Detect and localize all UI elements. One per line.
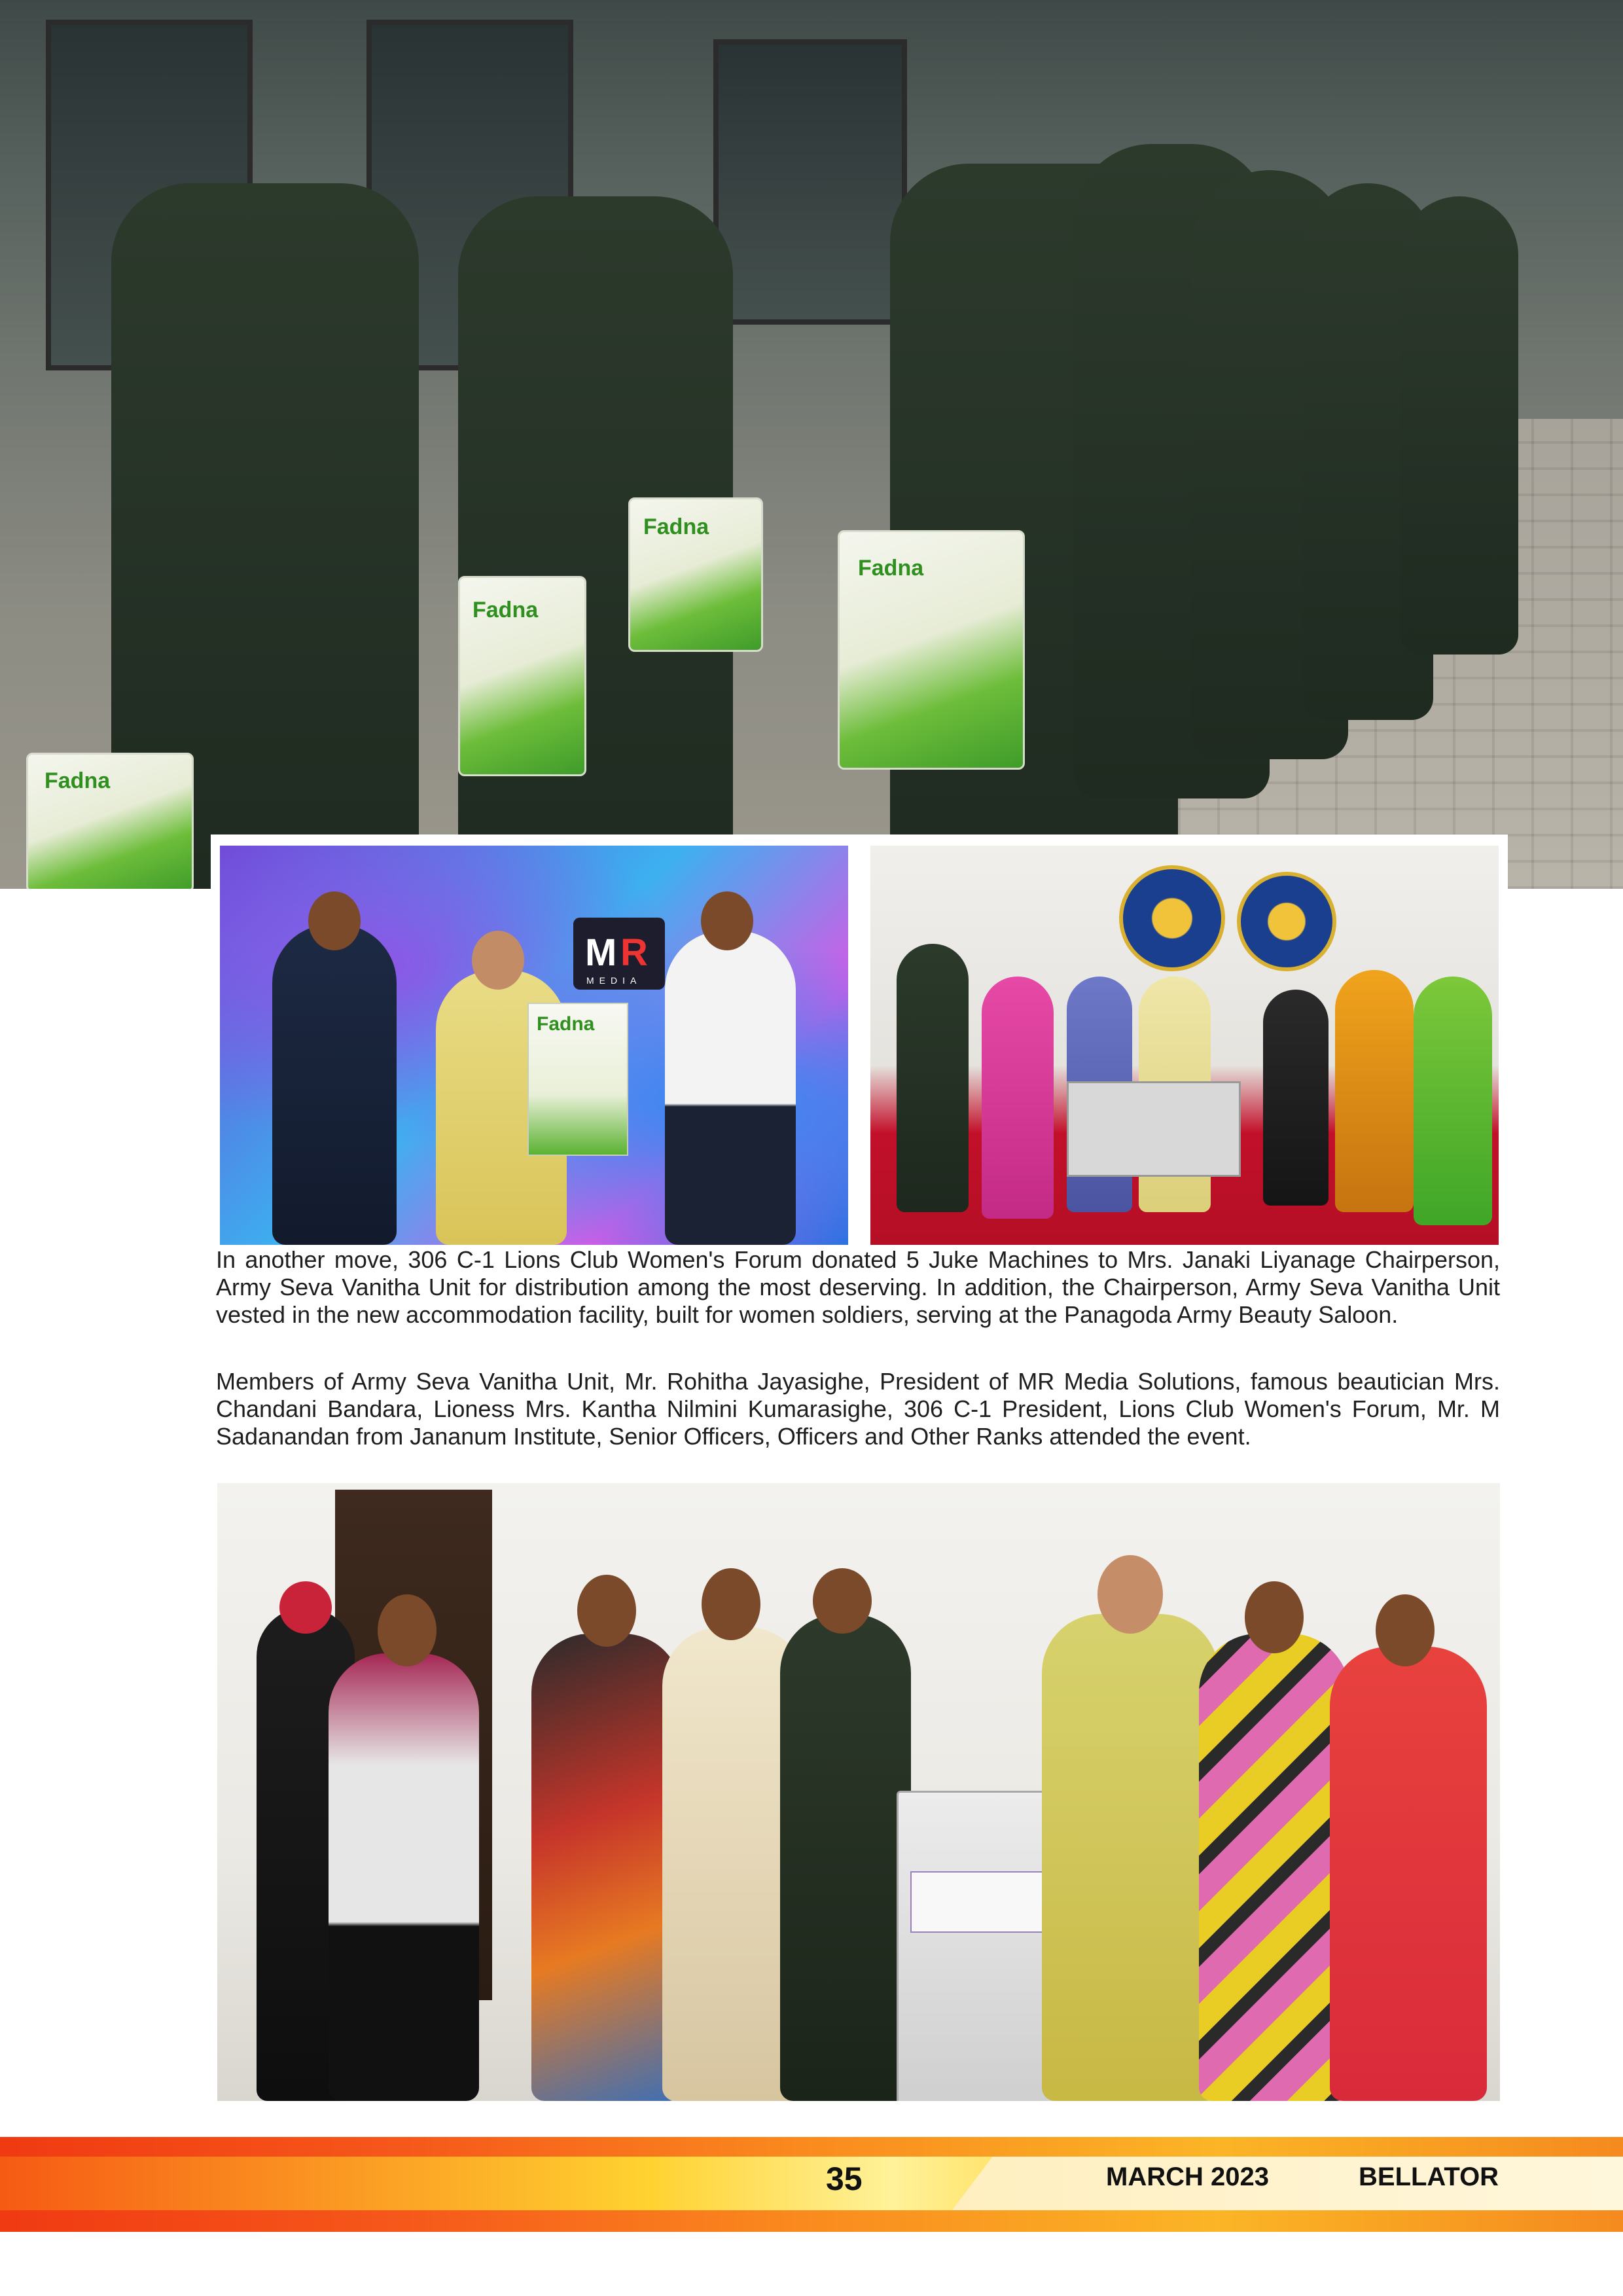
gift-bag-label: Fadna bbox=[858, 556, 924, 581]
soldier-figure bbox=[1400, 196, 1518, 655]
gift-bag-label: Fadna bbox=[643, 514, 709, 539]
person-head bbox=[1376, 1594, 1435, 1666]
gift-bag bbox=[628, 497, 763, 652]
man-figure bbox=[665, 931, 796, 1245]
woman-figure bbox=[1263, 990, 1329, 1206]
woman-figure bbox=[1042, 1614, 1219, 2101]
building-window bbox=[713, 39, 907, 325]
washing-machine-panel bbox=[910, 1871, 1057, 1933]
page-number: 35 bbox=[826, 2161, 863, 2197]
woman-figure bbox=[1330, 1647, 1487, 2101]
sewing-machine bbox=[1067, 1081, 1241, 1177]
photo-group-washing-machine bbox=[217, 1483, 1500, 2101]
gift-bag bbox=[26, 753, 194, 889]
person-head bbox=[1245, 1581, 1304, 1653]
footer-slant bbox=[952, 2157, 1623, 2210]
gift-bag bbox=[838, 530, 1025, 770]
person-head bbox=[1097, 1555, 1163, 1634]
person-head bbox=[577, 1575, 636, 1647]
person-head bbox=[701, 891, 753, 950]
gift-bag-label: Fadna bbox=[45, 768, 111, 793]
lions-club-emblem bbox=[1119, 865, 1225, 971]
person-head bbox=[308, 891, 361, 950]
person-head bbox=[472, 931, 524, 990]
woman-figure bbox=[1199, 1634, 1349, 2101]
person-head bbox=[702, 1568, 760, 1640]
mr-media-logo: M R MEDIA bbox=[573, 918, 665, 990]
woman-figure bbox=[982, 977, 1054, 1219]
article-paragraph: In another move, 306 C-1 Lions Club Women's Forum donated 5 Juke Machines to Mrs. Janaki Liyanage Chairperson, Army Seva Vanitha Unit for distribution among the most deserving. In addition, the Chairperson, Army Seva Vanitha Unit vested in the new accommodation facility, built for women soldiers, serving at the Panagoda Army Beauty Saloon. bbox=[216, 1246, 1500, 1328]
article-paragraph: Members of Army Seva Vanitha Unit, Mr. Rohitha Jayasighe, President of MR Media Solutions, famous beautician Mrs. Chandani Bandara, Lioness Mrs. Kantha Nilmini Kumarasighe, 306 C-1 President, Lions Club Women's Forum, Mr. M Sadanandan from Jananum Institute, Senior Officers, Officers and Other Ranks attended the event. bbox=[216, 1368, 1500, 1450]
issue-date: MARCH 2023 bbox=[1106, 2162, 1269, 2191]
gift-bag bbox=[458, 576, 586, 776]
gift-bag-label: Fadna bbox=[473, 598, 539, 622]
officer-figure bbox=[780, 1614, 911, 2101]
woman-figure bbox=[1414, 977, 1492, 1225]
woman-figure bbox=[531, 1634, 682, 2101]
woman-figure bbox=[329, 1653, 479, 2101]
officer-figure bbox=[897, 944, 969, 1212]
gift-hamper: Fadna bbox=[527, 1003, 628, 1156]
club-emblem bbox=[1237, 872, 1336, 971]
officer-figure bbox=[272, 924, 397, 1245]
photo-machine-donation bbox=[870, 846, 1499, 1245]
magazine-name: BELLATOR bbox=[1359, 2162, 1499, 2191]
photo-award-presentation bbox=[220, 846, 848, 1245]
woman-figure bbox=[1335, 970, 1414, 1212]
red-beret bbox=[279, 1581, 332, 1634]
hero-photo bbox=[0, 0, 1623, 889]
person-head bbox=[813, 1568, 872, 1634]
person-head bbox=[378, 1594, 437, 1666]
